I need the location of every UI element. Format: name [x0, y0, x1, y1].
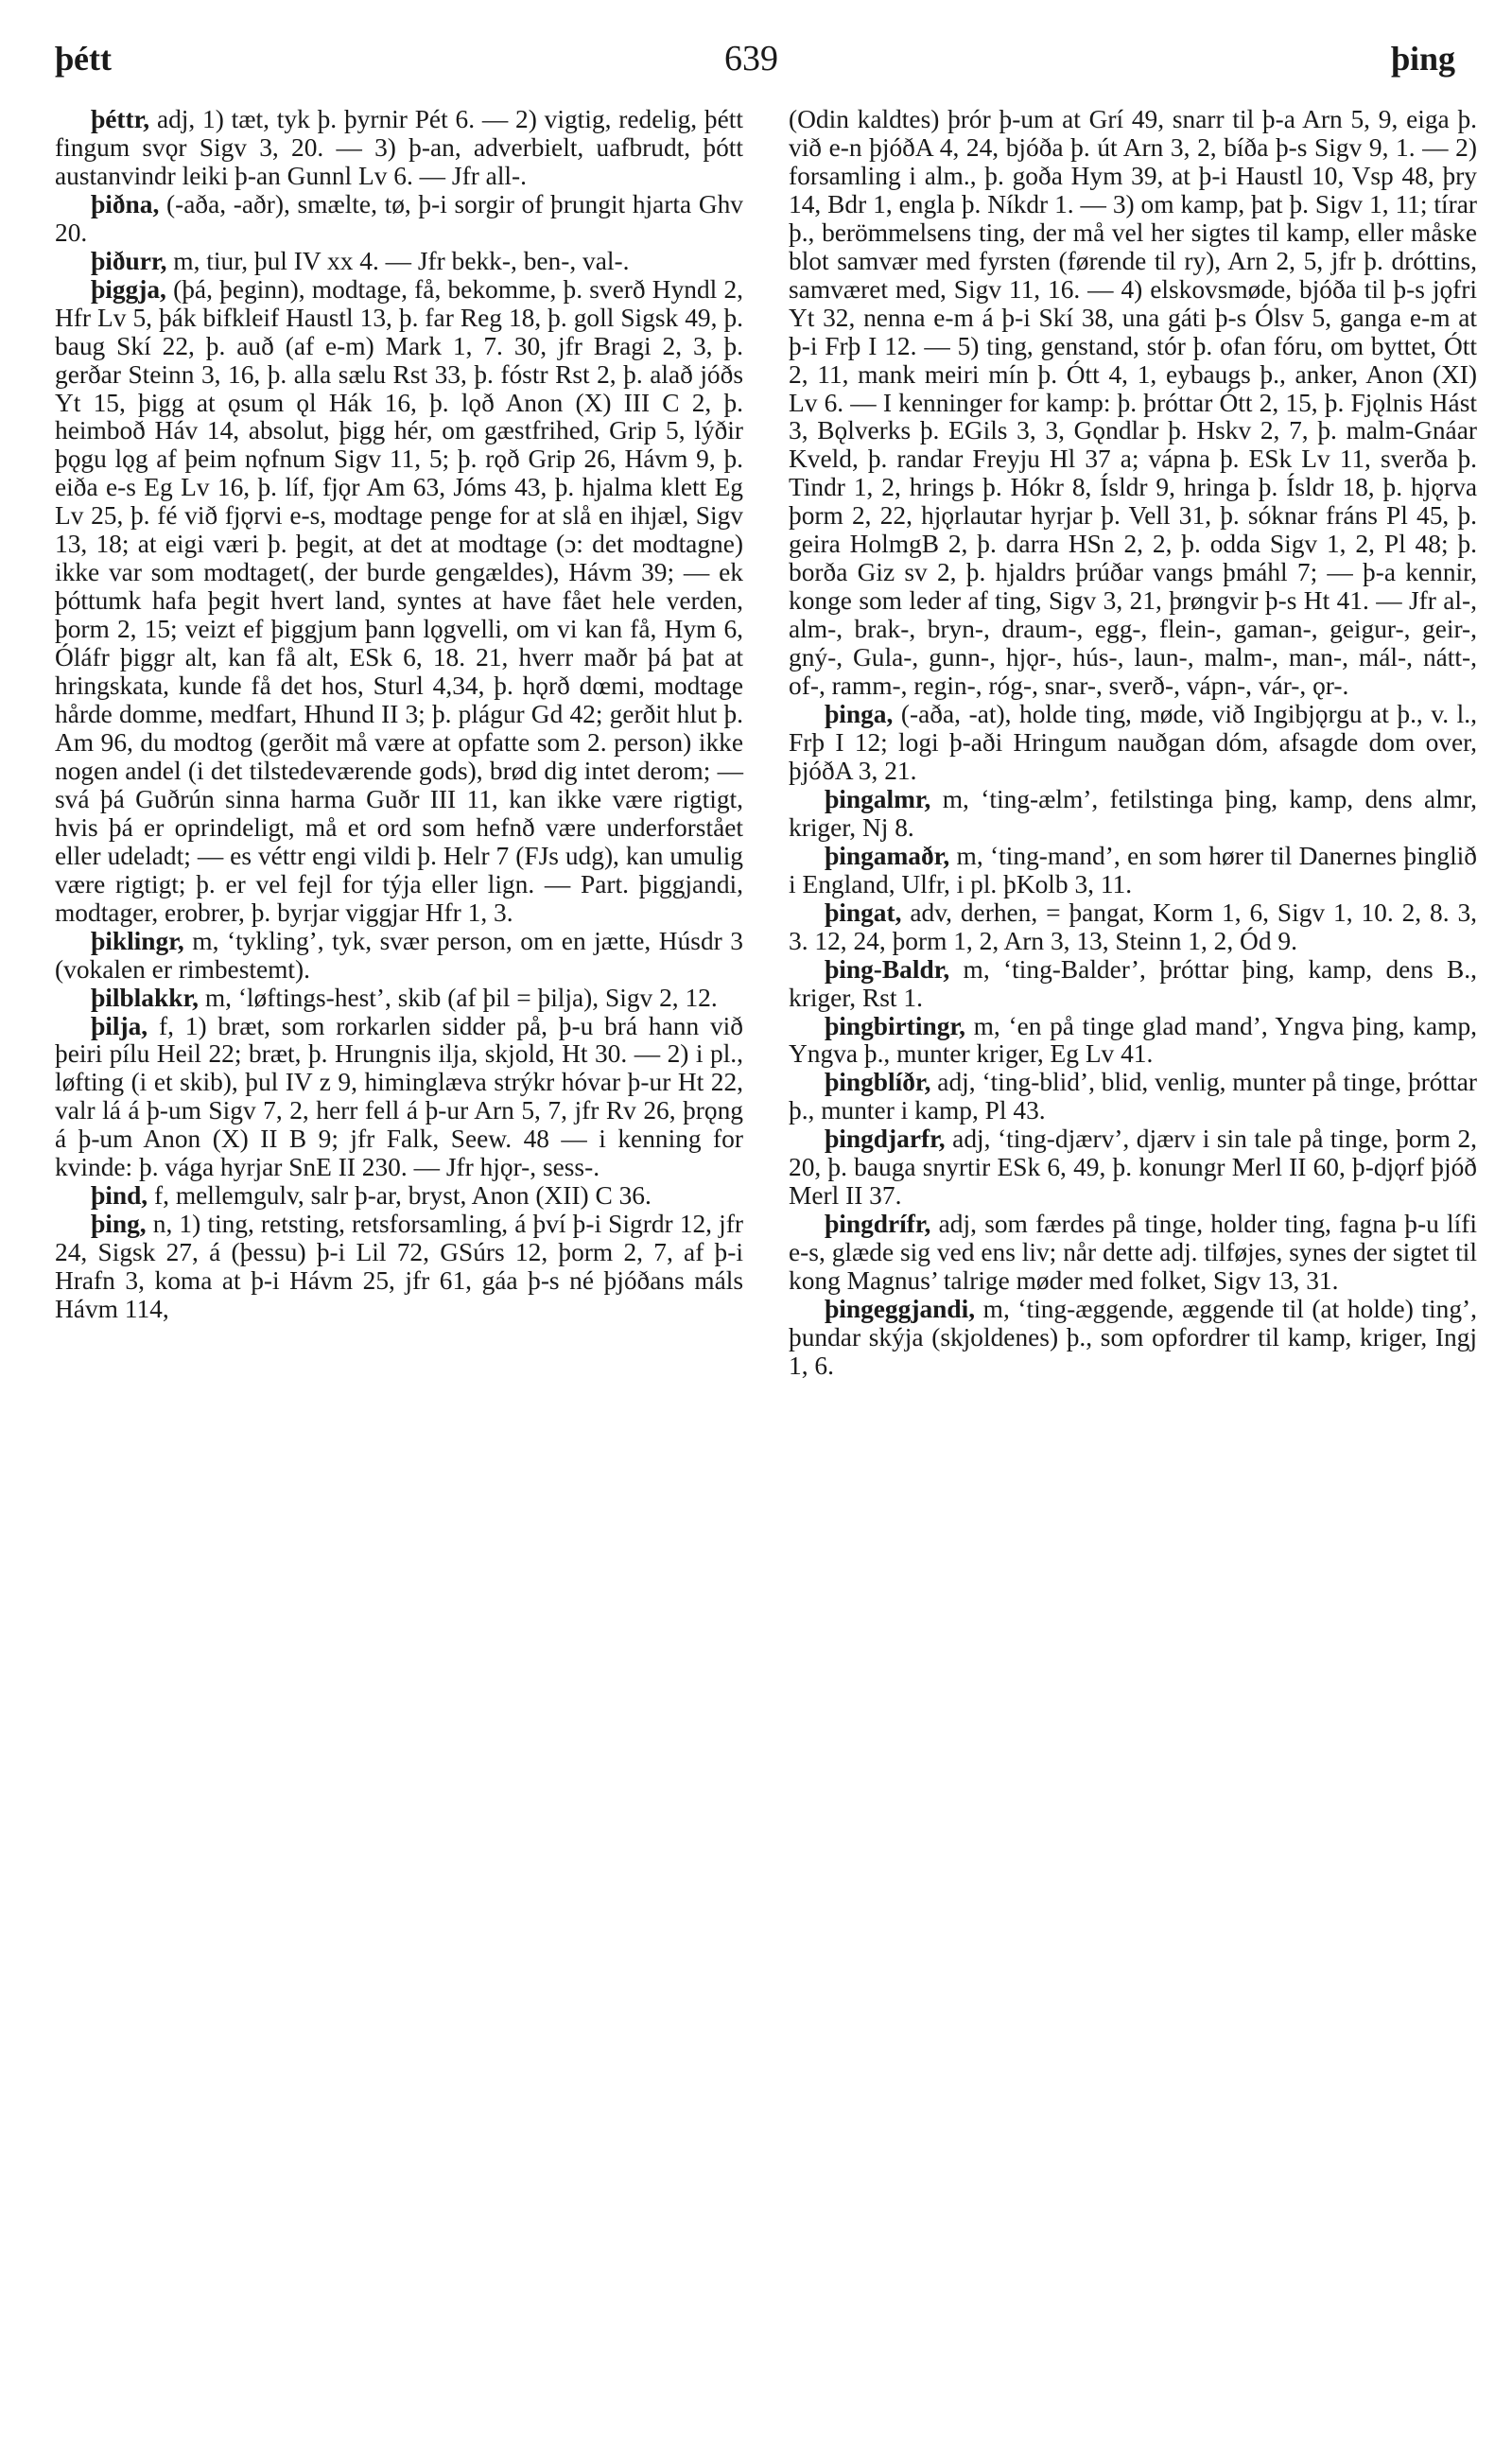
dictionary-entry	[789, 1296, 1477, 1381]
entry-body: (þá, þeginn), modtage, få, bekomme, þ. sverð Hyndl 2, Hfr Lv 5, þák bifkleif Haustl 13, þ. far Reg 18, þ. goll Sigsk 49, þ. baug Skí 22, þ. auð (af e-m) Mark 1, 7. 30, jfr Bragi 2, 3, þ. gerðar Steinn 3, 16, þ. alla sælu Rst 33, þ. fóstr Rst 2, þ. alað jóðs Yt 15, þigg at ǫsum ǫl Hák 16, þ. lǫð Anon (X) III C 2, þ. heimboð Háv 14, absolut, þigg hér, om gæstfrihed, Grip 5, lýðir þǫgu lǫg af þeim nǫfnum Sigv 11, 5; þ. rǫð Grip 26, Hávm 9, þ. eiða e-s Eg Lv 16, þ. líf, fjǫr Am 63, Jóms 43, þ. hjalma klett Eg Lv 25, þ. fé við fjǫrvi e-s, modtage penge for at slå en ihjæl, Sigv 13, 18; at eigi væri þ. þegit, at det at modtage (ɔ: det modtagne) ikke var som modtaget(, der burde gengældes), Hávm 39; — ek þóttumk hafa þegit hvert land, syntes at have fået hele verden, þorm 2, 15; veizt ef þiggjum þann lǫgvelli, om vi kan få, Hym 6, Óláfr þiggr alt, kan få alt, ESk 6, 18. 21, hverr maðr þá þat at hringskata, kunde få det hos, Sturl 4,34, þ. hǫrð dœmi, modtage hårde domme, medfart, Hhund II 3; þ. plágur Gd 42; gerðit hlut þ. Am 96, du modtog (gerðit må være at opfatte som 2. person) ikke nogen andel (i det tilstedeværende gods), brød dig intet derom; — svá þá Guðrún sinna harma Guðr III 11, kan ikke være rigtigt, hvis þá er oprindeligt, må et ord som hefnð være underforstået eller udeladt; — es véttr engi vildi þ. Helr 7 (FJs udg), kan umulig være rigtigt; þ. er vel fejl for týja eller lign. — Part. þiggjandi, modtager, erobrer, þ. byrjar viggjar Hfr 1, 3.	[55, 274, 743, 927]
entry-body: m, ‘ting-æggende, æggende til (at holde) ting’, þundar skýja (skjoldenes) þ., som opfordrer til kamp, kriger, Ingj 1, 6.	[789, 1295, 1477, 1380]
entry-headword: þing-Baldr,	[825, 954, 950, 984]
entry-headword: þingeggjandi,	[825, 1295, 976, 1324]
dictionary-entry	[789, 701, 1477, 786]
entry-headword: þiklingr,	[91, 926, 184, 955]
entry-headword: þind,	[91, 1181, 148, 1211]
entry-body: (-aða, -aðr), smælte, tø, þ-i sorgir of þrungit hjarta Ghv 20.	[55, 189, 743, 247]
dictionary-entry	[789, 899, 1477, 956]
dictionary-entry	[55, 928, 743, 985]
entry-body: f, 1) bræt, som rorkarlen sidder på, þ-u brá hann við þeiri pílu Heil 22; bræt, þ. Hrungnis ilja, skjold, Ht 30. — 2) i pl., løfting (i et skib), þul IV z 9, himinglæva strýkr hóvar þ-ur Ht 22, valr lá á þ-um Sigv 7, 2, herr fell á þ-ur Arn 5, 7, jfr Rv 26, þrǫng á þ-um Anon (X) II B 9; jfr Falk, Seew. 48 — i kenning for kvinde: þ. vága hyrjar SnE II 230. — Jfr hjǫr-, sess-.	[55, 1011, 743, 1182]
entry-headword: þing,	[91, 1210, 147, 1239]
dictionary-entry	[55, 1013, 743, 1183]
header-left-guide-word: þétt	[55, 40, 112, 78]
entry-headword: þingalmr,	[825, 784, 931, 813]
entry-body: adj, 1) tæt, tyk þ. þyrnir Pét 6. — 2) vigtig, redelig, þétt fingum svǫr Sigv 3, 20. — 3) þ-an, adverbielt, uafbrudt, þótt austanvindr leiki þ-an Gunnl Lv 6. — Jfr all-.	[55, 105, 743, 190]
dictionary-entry	[789, 956, 1477, 1013]
entry-body: m, ‘løftings-hest’, skib (af þil = þilja), Sigv 2, 12.	[204, 983, 718, 1012]
entry-body: (Odin kaldtes) þrór þ-um at Grí 49, snarr til þ-a Arn 5, 9, eiga þ. við e-n þjóðA 4, 24, bjóða þ. út Arn 3, 2, bíða þ-s Sigv 9, 1. — 2) forsamling i alm., þ. goða Hym 39, at þ-i Haustl 10, Vsp 48, þry 14, Bdr 1, engla þ. Níkdr 1. — 3) om kamp, þat þ. Sigv 1, 11; tírar þ., berömmelsens ting, der må vel her sigtes til kamp, eller måske blot samvær med fyrsten (førende til ry), Arn 2, 5, jfr þ. dróttins, samværet med, Sigv 11, 16. — 4) elskovsmøde, bjóða til þ-s jǫfri Yt 32, nenna e-m á þ-i Skí 38, una gáti þ-s Ólsv 5, ganga e-m at þ-i Frþ I 12. — 5) ting, genstand, stór þ. ofan fóru, om byttet, Ótt 2, 11, mank meiri mín þ. Ótt 4, 1, eybaugs þ., anker, Anon (XI) Lv 6. — I kenninger for kamp: þ. þróttar Ótt 2, 15, þ. Fjǫlnis Hást 3, Bǫlverks þ. EGils 3, 3, Gǫndlar þ. Hskv 2, 7, þ. malm-Gnáar Kveld, þ. randar Freyju Hl 37 a; vápna þ. ESk Lv 11, sverða þ. Tindr 1, 2, hrings þ. Hókr 8, Ísldr 9, hringa þ. Ísldr 18, þ. hjǫrva þorm 2, 22, hjǫrlautar hyrjar þ. Vell 31, þ. sóknar fráns Pl 45, þ. geira HolmgB 2, þ. darra HSn 2, 2, þ. odda Sigv 1, 2, Pl 48; þ. borða Giz sv 2, þ. hjaldrs þrúðar vangs þmáhl 7; — þ-a kennir, konge som leder af ting, Sigv 3, 21, þrøngvir þ-s Ht 41. — Jfr al-, alm-, brak-, bryn-, draum-, egg-, flein-, gaman-, geigur-, geir-, gný-, Gula-, gunn-, hjǫr-, hús-, laun-, malm-, man-, mál-, nátt-, of-, ramm-, regin-, róg-, snar-, sverð-, vápn-, vár-, ǫr-.	[789, 105, 1477, 701]
entry-headword: þilja,	[91, 1011, 148, 1040]
entry-body: m, ‘tykling’, tyk, svær person, om en jætte, Húsdr 3 (vokalen er rimbestemt).	[55, 926, 743, 984]
entry-headword: þingdrífr,	[825, 1210, 931, 1239]
entry-body: adj, ‘ting-djærv’, djærv i sin tale på tinge, þorm 2, 20, þ. bauga snyrtir ESk 6, 49, þ. konungr Merl II 60, þ-djǫrf þjóð Merl II 37.	[789, 1125, 1477, 1211]
dictionary-entry	[789, 106, 1477, 701]
entry-body: m, tiur, þul IV xx 4. — Jfr bekk-, ben-, val-.	[173, 246, 630, 275]
left-column	[55, 106, 743, 1324]
entry-headword: þingdjarfr,	[825, 1125, 946, 1154]
dictionary-entry	[55, 248, 743, 276]
dictionary-entry	[55, 191, 743, 248]
dictionary-entry	[55, 276, 743, 928]
entry-body: (-aða, -at), holde ting, møde, við Ingibjǫrgu at þ., v. l., Frþ I 12; logi þ-aði Hringum nauðgan dóm, afsagde dom over, þjóðA 3, 21.	[789, 700, 1477, 785]
entry-body: m, ‘en på tinge glad mand’, Yngva þing, kamp, Yngva þ., munter kriger, Eg Lv 41.	[789, 1011, 1477, 1069]
entry-headword: þilblakkr,	[91, 983, 199, 1012]
dictionary-entry	[55, 1211, 743, 1324]
entry-headword: þinga,	[825, 700, 894, 729]
dictionary-entry	[55, 106, 743, 191]
entry-headword: þingblíðr,	[825, 1068, 931, 1097]
entry-headword: þingbirtingr,	[825, 1011, 965, 1040]
dictionary-entry	[789, 1211, 1477, 1296]
entry-headword: þingat,	[825, 898, 902, 927]
entry-body: adj, ‘ting-blid’, blid, venlig, munter på tinge, þróttar þ., munter i kamp, Pl 43.	[789, 1068, 1477, 1125]
dictionary-entry	[789, 1013, 1477, 1070]
dictionary-entry	[789, 843, 1477, 899]
dictionary-entry	[55, 1182, 743, 1211]
entry-headword: þéttr,	[91, 105, 150, 133]
dictionary-entry	[55, 985, 743, 1013]
entry-body: m, ‘ting-ælm’, fetilstinga þing, kamp, dens almr, kriger, Nj 8.	[789, 784, 1477, 842]
entry-headword: þiggja,	[91, 274, 166, 304]
dictionary-entry	[789, 786, 1477, 843]
entry-body: n, 1) ting, retsting, retsforsamling, á því þ-i Sigrdr 12, jfr 24, Sigsk 27, á (þessu) þ-i Lil 72, GSúrs 12, þorm 2, 7, af þ-i Hrafn 3, koma at þ-i Hávm 25, jfr 61, gáa þ-s né þjóðans máls Hávm 114,	[55, 1210, 743, 1324]
entry-body: adv, derhen, = þangat, Korm 1, 6, Sigv 1, 10. 2, 8. 3, 3. 12, 24, þorm 1, 2, Arn 3, 13, Steinn 1, 2, Ód 9.	[789, 898, 1477, 955]
entry-headword: þiðurr,	[91, 246, 167, 275]
dictionary-entry	[789, 1069, 1477, 1125]
entry-headword: þingamaðr,	[825, 841, 950, 870]
entry-body: f, mellemgulv, salr þ-ar, bryst, Anon (XII) C 36.	[154, 1181, 652, 1211]
entry-body: adj, som færdes på tinge, holder ting, fagna þ-u lífi e-s, glæde sig ved ens liv; når dette adj. tilføjes, synes der sigtet til kong Magnus’ talrige møder med folket, Sigv 13, 31.	[789, 1210, 1477, 1296]
entry-headword: þiðna,	[91, 189, 160, 218]
page-header	[55, 38, 1455, 95]
entry-body: m, ‘ting-Balder’, þróttar þing, kamp, dens B., kriger, Rst 1.	[789, 954, 1477, 1012]
entry-body: m, ‘ting-mand’, en som hører til Danernes þinglið i England, Ulfr, i pl. þKolb 3, 11.	[789, 841, 1477, 898]
dictionary-entry	[789, 1125, 1477, 1211]
header-right-guide-word: þing	[1390, 40, 1455, 78]
page-number: 639	[723, 39, 778, 78]
right-column	[789, 106, 1477, 1381]
